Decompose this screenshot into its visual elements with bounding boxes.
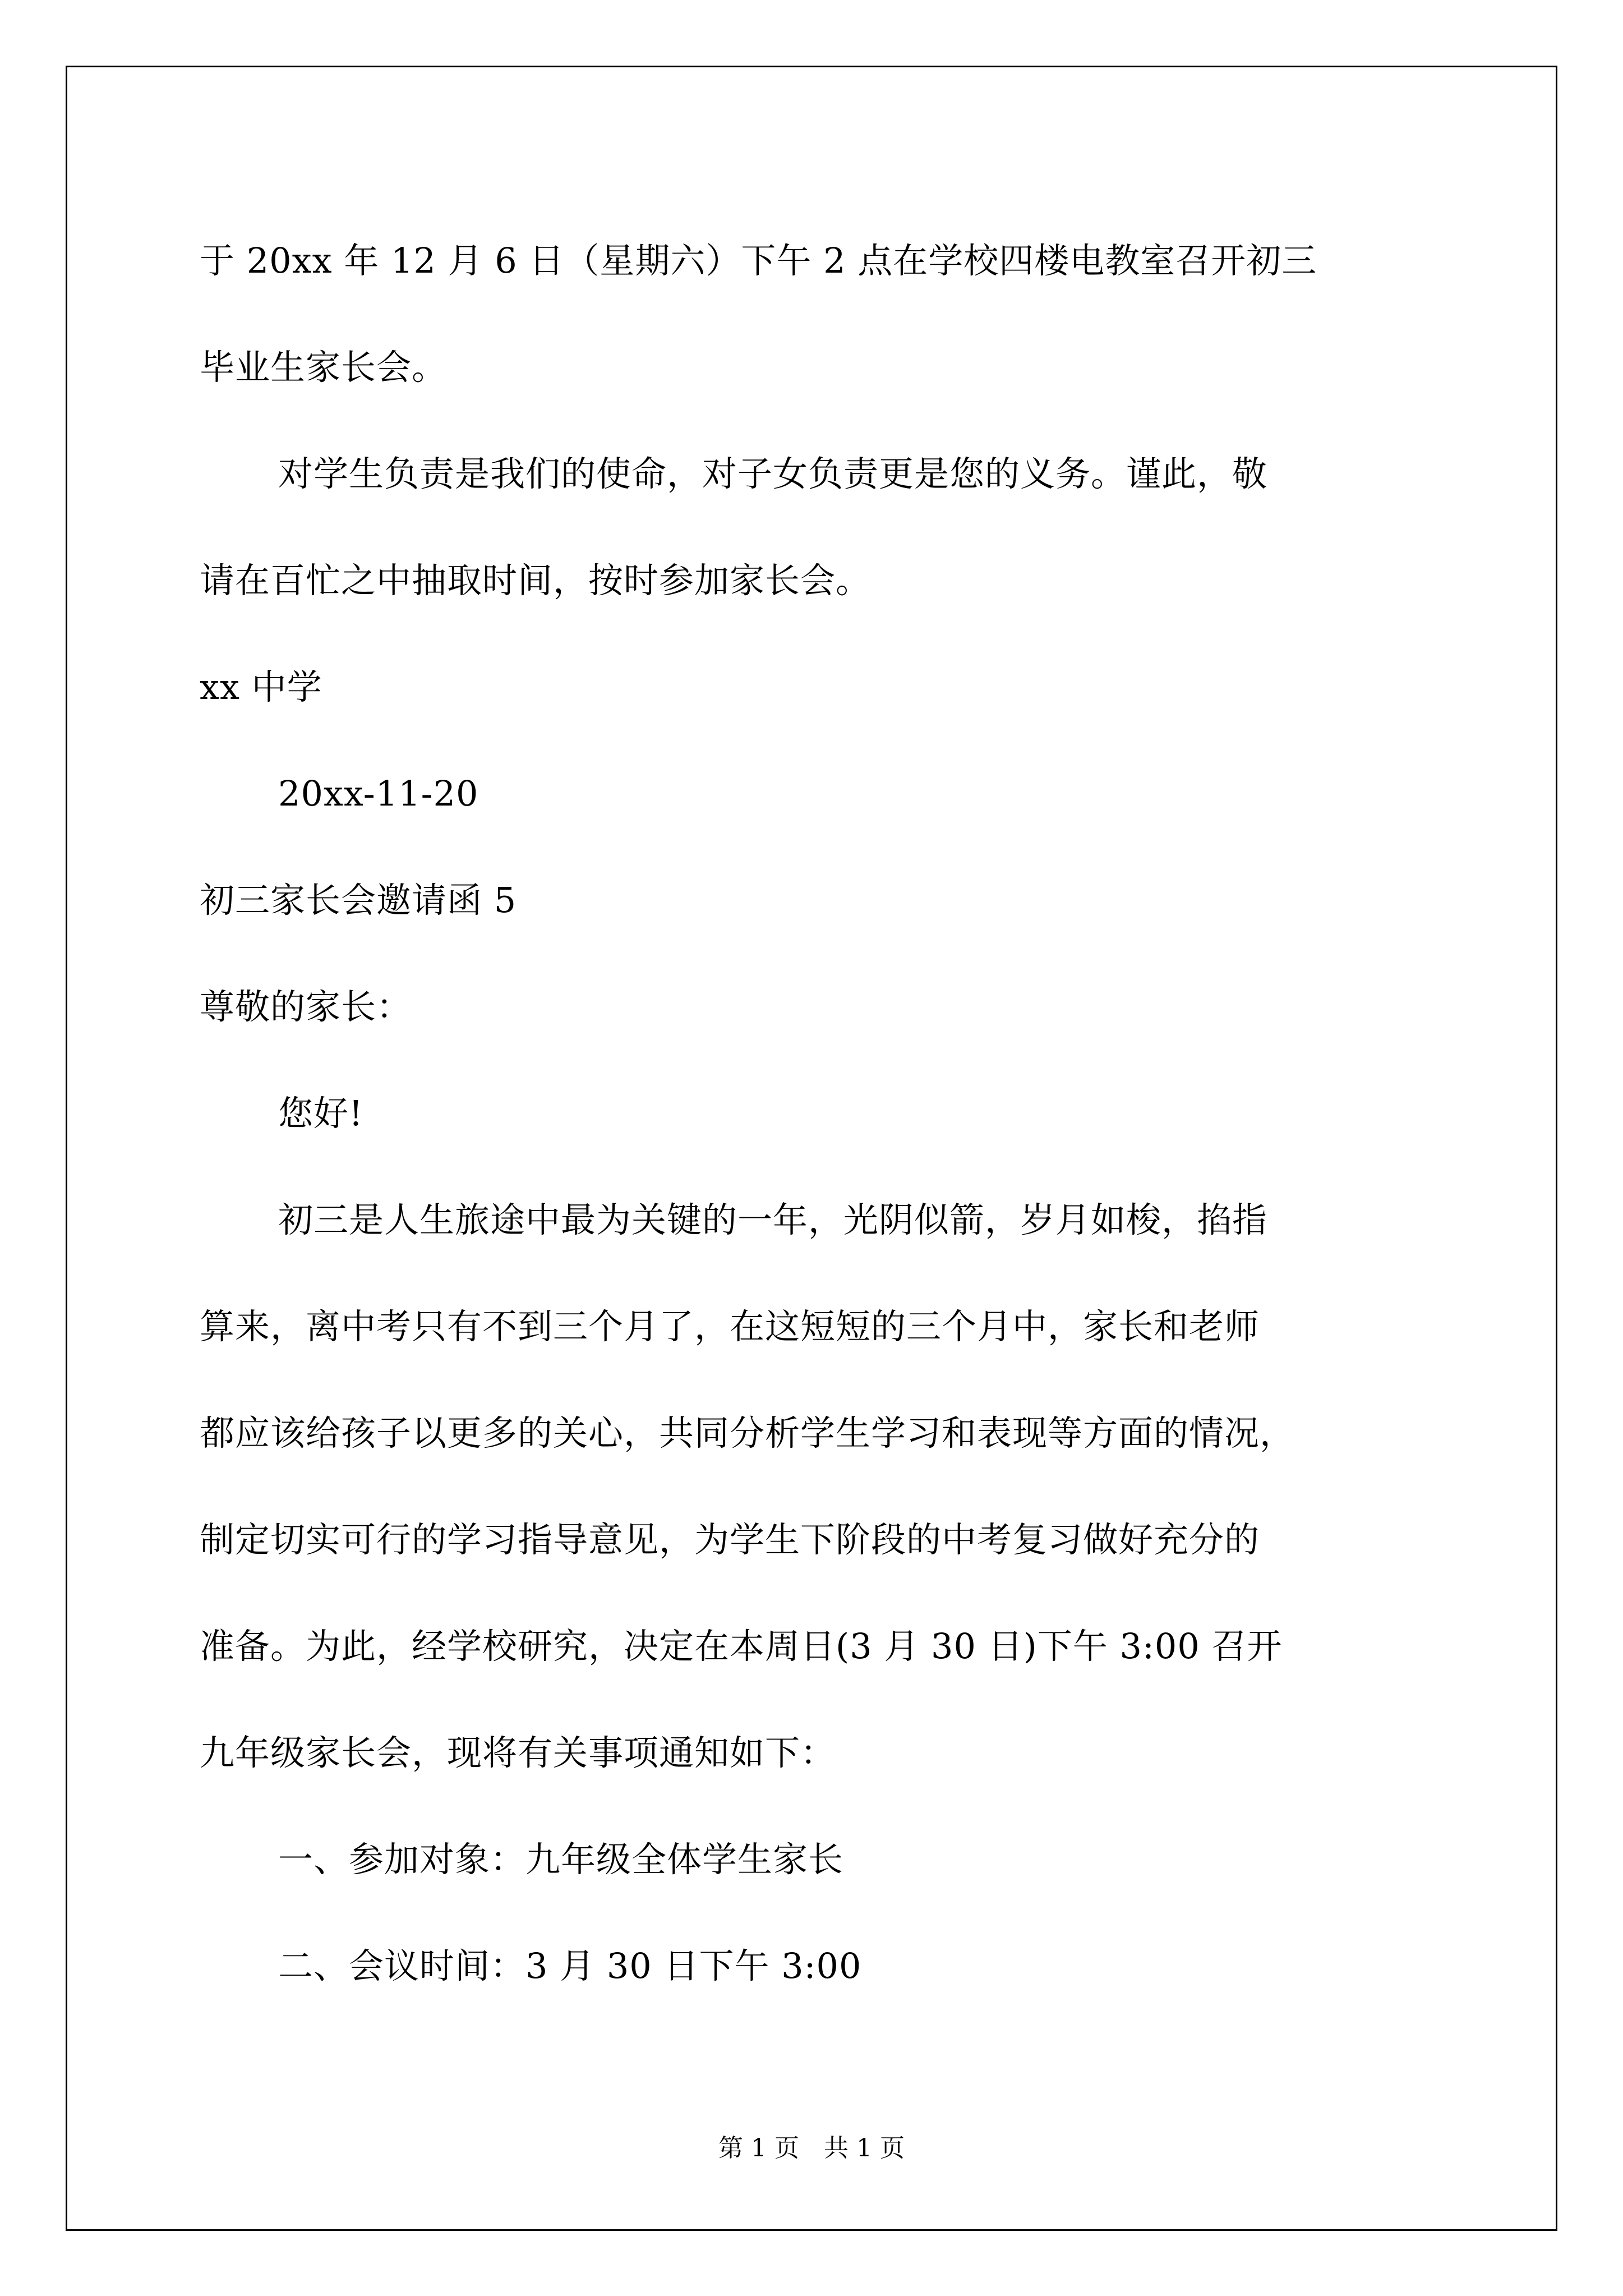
text-line-15: 九年级家长会，现将有关事项通知如下： (200, 1732, 836, 1773)
text-line-12: 都应该给孩子以更多的关心，共同分析学生学习和表现等方面的情况， (200, 1412, 1295, 1453)
page-footer (0, 2132, 1623, 2165)
text-line-14: 准备。为此，经学校研究，决定在本周日(3 月 30 日)下午 3:00 召开 (200, 1626, 1283, 1667)
salutation: 尊敬的家长： (200, 986, 412, 1027)
section-heading: 初三家长会邀请函 5 (200, 880, 517, 921)
page-number-total: 共 1 页 (824, 2134, 905, 2162)
signature-school: xx 中学 (200, 666, 322, 707)
text-line-2: 毕业生家长会。 (200, 347, 448, 388)
text-line-13: 制定切实可行的学习指导意见，为学生下阶段的中考复习做好充分的 (200, 1519, 1260, 1560)
list-item-meeting-time: 二、会议时间：3 月 30 日下午 3:00 (278, 1945, 862, 1986)
text-line-10: 初三是人生旅途中最为关键的一年，光阴似箭，岁月如梭，掐指 (278, 1199, 1268, 1240)
signature-date: 20xx-11-20 (278, 773, 479, 814)
text-line-4: 请在百忙之中抽取时间，按时参加家长会。 (200, 560, 872, 601)
page-number-current: 第 1 页 (718, 2134, 799, 2162)
text-line-11: 算来，离中考只有不到三个月了，在这短短的三个月中，家长和老师 (200, 1306, 1260, 1347)
document-body (200, 208, 1428, 2019)
list-item-attendees: 一、参加对象：九年级全体学生家长 (278, 1839, 844, 1880)
text-line-3: 对学生负责是我们的使命，对子女负责更是您的义务。谨此，敬 (278, 453, 1268, 494)
greeting: 您好! (278, 1093, 363, 1134)
text-line-1: 于 20xx 年 12 月 6 日（星期六）下午 2 点在学校四楼电教室召开初三 (200, 240, 1317, 281)
